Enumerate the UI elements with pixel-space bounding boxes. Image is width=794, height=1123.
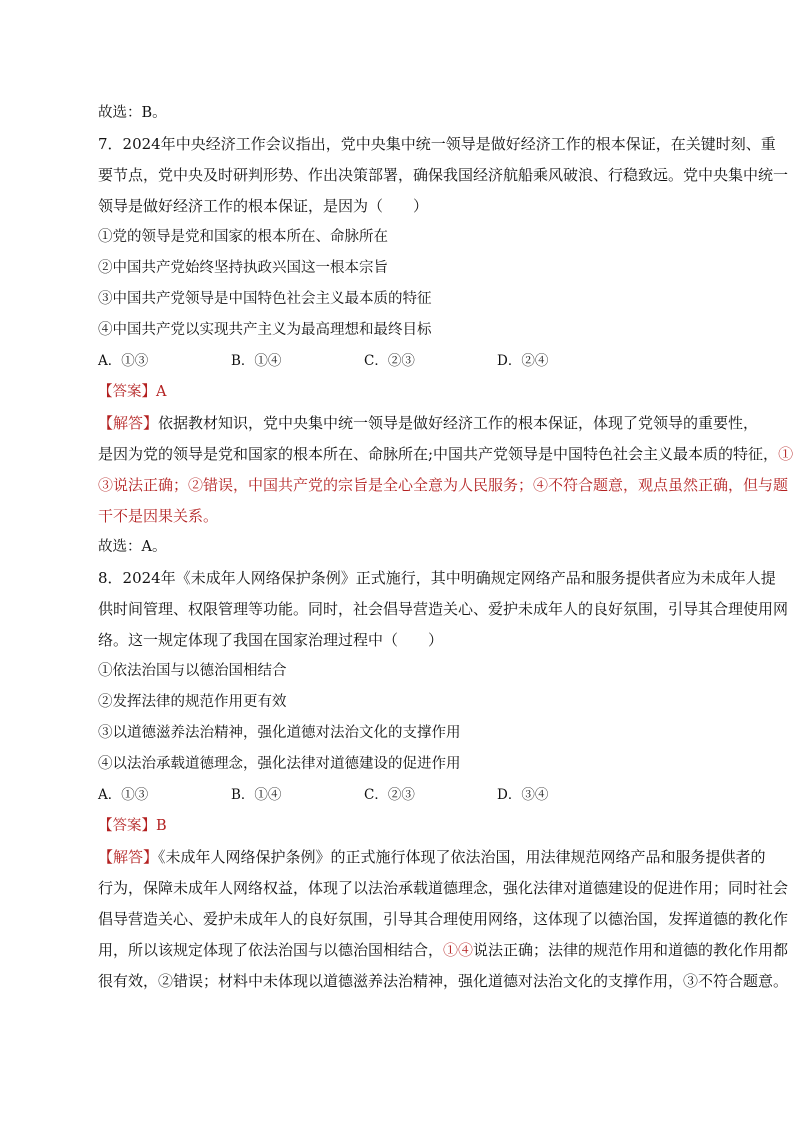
q8-analysis-line-1 [98, 842, 766, 873]
q6-conclusion: 故选：B。 [98, 105, 167, 121]
q7-option-3: ③中国共产党领导是中国特色社会主义最本质的特征 [98, 291, 432, 307]
q7-choice-d: D．②④ [497, 353, 549, 369]
q7-choice-a: A．①③ [98, 353, 149, 369]
q8-option-2: ②发挥法律的规范作用更有效 [98, 694, 287, 710]
document-page [98, 98, 794, 997]
q7-analysis-text-3a: ③ [98, 476, 114, 494]
q7-answer-label: 【答案】 [98, 384, 156, 400]
q8-analysis-line-4 [98, 935, 789, 966]
q7-analysis-text-2a: 是因为党的领导是党和国家的根本所在、命脉所在;中国共产党领导是中国特色社会主义最本质的特征， [98, 445, 779, 463]
q8-analysis-text-4b: ①④ [443, 941, 474, 959]
q8-analysis-text-4a: 用，所以该规定体现了依法治国与以德治国相结合， [98, 941, 444, 959]
q7-analysis-text-2b: ① [778, 445, 794, 463]
q7-answer-value: A [156, 384, 167, 400]
q8-choice-c: C．②③ [364, 787, 415, 803]
q8-stem-line-3: 络。这一规定体现了我国在国家治理过程中（ ） [98, 631, 444, 649]
q7-analysis-line-1 [98, 408, 759, 439]
q8-stem-line-2: 供时间管理、权限管理等功能。同时，社会倡导营造关心、爱护未成年人的良好氛围，引导其合理使用网 [98, 600, 789, 618]
q7-stem-line-1: 7．2024年中央经济工作会议指出，党中央集中统一领导是做好经济工作的根本保证，在关键时刻、重 [98, 135, 776, 153]
q8-analysis-line-2: 行为，保障未成年人网络权益，体现了以法治承载道德理念，强化法律对道德建设的促进作用；同时社会 [98, 879, 789, 897]
question-7 [98, 129, 794, 563]
q8-analysis-line-5: 很有效，②错误；材料中未体现以道德滋养法治精神，强化道德对法治文化的支撑作用，③不符合题意。 [98, 972, 789, 990]
q8-choice-d: D．③④ [497, 787, 549, 803]
q8-choices [98, 780, 728, 811]
q8-option-4: ④以法治承载道德理念，强化法律对道德建设的促进作用 [98, 756, 461, 772]
q7-analysis-line-3 [98, 470, 789, 501]
q8-answer-label: 【答案】 [98, 818, 156, 834]
q8-stem-line-1: 8．2024年《未成年人网络保护条例》正式施行，其中明确规定网络产品和服务提供者应为未成年人提 [98, 569, 776, 587]
q7-analysis-text-3b: 说法正确；②错误，中国共产党的宗旨是全心全意为人民服务；④不符合题意，观点虽然正确，但与题 [113, 476, 789, 494]
q8-analysis-label: 【解答】 [98, 848, 159, 866]
q7-option-2: ②中国共产党始终坚持执政兴国这一根本宗旨 [98, 260, 388, 276]
question-8 [98, 563, 789, 997]
q8-choice-b: B．①④ [231, 787, 282, 803]
q8-option-1: ①依法治国与以德治国相结合 [98, 663, 287, 679]
q7-option-4: ④中国共产党以实现共产主义为最高理想和最终目标 [98, 322, 432, 338]
q7-stem-line-2: 要节点，党中央及时研判形势、作出决策部署，确保我国经济航船乘风破浪、行稳致远。党中央集中统一 [98, 166, 789, 184]
q8-answer-value: B [156, 818, 167, 834]
q8-choice-a: A．①③ [98, 787, 149, 803]
q7-conclusion: 故选：A。 [98, 539, 167, 555]
q7-analysis-line-4: 干不是因果关系。 [98, 507, 219, 525]
q7-answer [98, 377, 728, 408]
q8-analysis-text-1: 《未成年人网络保护条例》的正式施行体现了依法治国，用法律规范网络产品和服务提供者的 [158, 848, 766, 866]
q7-choices [98, 346, 728, 377]
q8-answer [98, 811, 728, 842]
q8-option-3: ③以道德滋养法治精神，强化道德对法治文化的支撑作用 [98, 725, 461, 741]
q7-stem-line-3: 领导是做好经济工作的根本保证，是因为（ ） [98, 197, 429, 215]
q8-analysis-text-4c: 说法正确；法律的规范作用和道德的教化作用都 [473, 941, 789, 959]
q7-analysis-line-2 [98, 439, 794, 470]
q7-choice-b: B．①④ [231, 353, 282, 369]
q7-analysis-text-1: 依据教材知识，党中央集中统一领导是做好经济工作的根本保证，体现了党领导的重要性， [158, 414, 759, 432]
q8-analysis-line-3: 倡导营造关心、爱护未成年人的良好氛围，引导其合理使用网络，这体现了以德治国，发挥道德的教化作 [98, 910, 789, 928]
q7-option-1: ①党的领导是党和国家的根本所在、命脉所在 [98, 229, 388, 245]
q7-analysis-label: 【解答】 [98, 414, 159, 432]
q7-choice-c: C．②③ [364, 353, 415, 369]
